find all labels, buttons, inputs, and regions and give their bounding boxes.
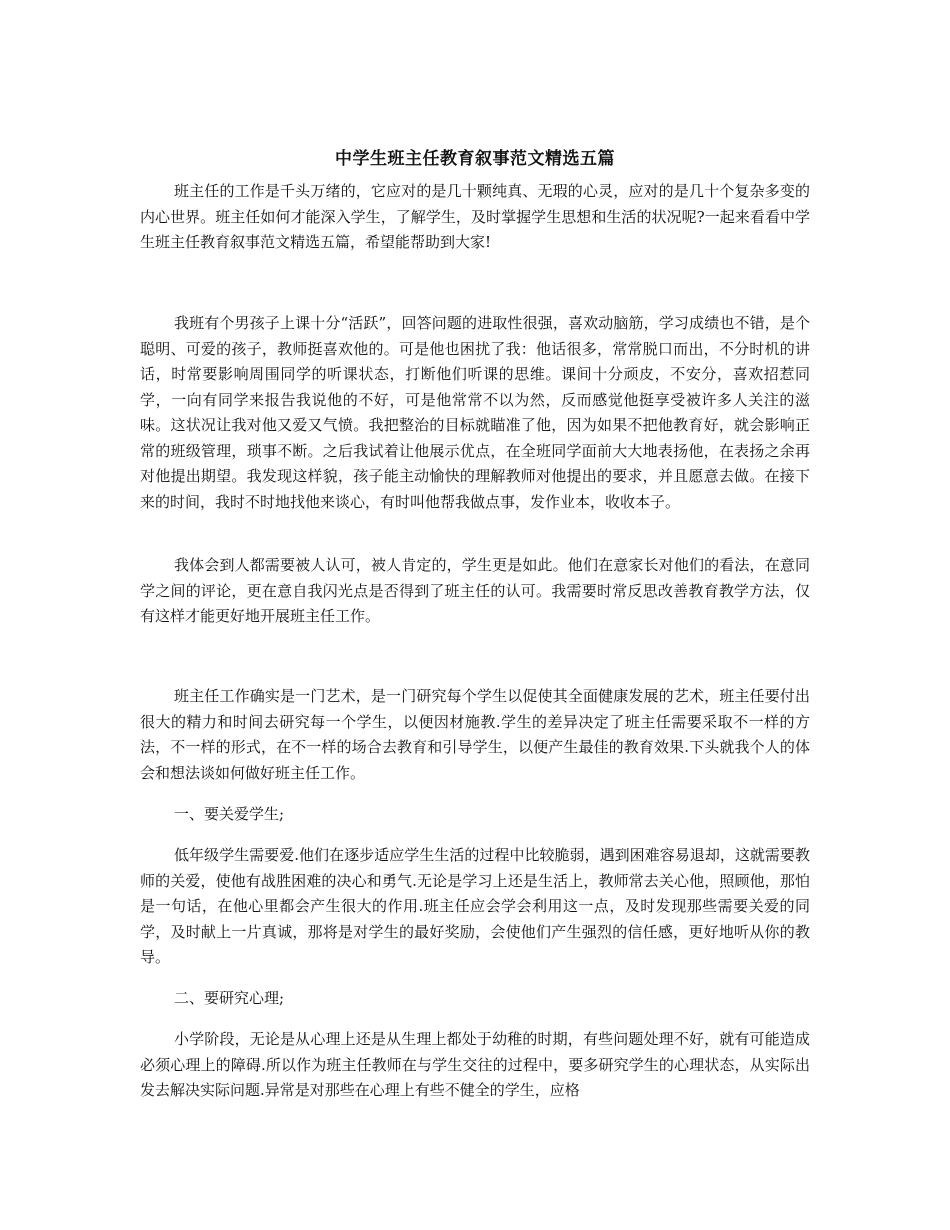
intro-paragraph: 班主任的工作是千头万绪的，它应对的是几十颗纯真、无瑕的心灵，应对的是几十个复杂多变的内心世界。班主任如何才能深入学生，了解学生，及时掌握学生思想和生活的状况呢?一起来看看中学生班主任教育叙事范文精选五篇，希望能帮助到大家! [140,182,810,251]
reflection-paragraph: 我体会到人都需要被人认可，被人肯定的，学生更是如此。他们在意家长对他们的看法，在意同学之间的评论，更在意自我闪光点是否得到了班主任的认可。我需要时常反思改善教育教学方法，仅有这样才能更好地开展班主任工作。 [140,556,810,625]
section-body-2: 小学阶段，无论是从心理上还是从生理上都处于幼稚的时期，有些问题处理不好，就有可能造成必须心理上的障碍.所以作为班主任教师在与学生交往的过程中，要多研究学生的心理状态，从实际出发去解决实际问题.异常是对那些在心理上有些不健全的学生，应格 [140,1030,810,1099]
lead-paragraph: 班主任工作确实是一门艺术，是一门研究每个学生以促使其全面健康发展的艺术，班主任要付出很大的精力和时间去研究每一个学生，以便因材施教.学生的差异决定了班主任需要采取不一样的方法，不一样的形式，在不一样的场合去教育和引导学生，以便产生最佳的教育效果.下头就我个人的体会和想法谈如何做好班主任工作。 [140,687,810,782]
section-heading-2: 二、要研究心理; [174,989,285,1007]
document-title: 中学生班主任教育叙事范文精选五篇 [335,149,615,169]
section-heading-1: 一、要关爱学生; [174,805,285,823]
story-paragraph: 我班有个男孩子上课十分“活跃”，回答问题的进取性很强，喜欢动脑筋，学习成绩也不错，是个聪明、可爱的孩子，教师挺喜欢他的。可是他也困扰了我：他话很多，常常脱口而出，不分时机的讲话，时常要影响周围同学的听课状态，打断他们听课的思维。课间十分顽皮，不安分，喜欢招惹同学，一向有同学来报告我说他的不好，可是他常常不以为然，反而感觉他挺享受被许多人关注的滋味。这状况让我对他又爱又气愤。我把整治的目标就瞄准了他，因为如果不把他教育好，就会影响正常的班级管理，琐事不断。之后我试着让他展示优点，在全班同学面前大大地表扬他，在表扬之余再对他提出期望。我发现这样貌，孩子能主动愉快的理解教师对他提出的要求，并且愿意去做。在接下来的时间，我时不时地找他来谈心，有时叫他帮我做点事，发作业本，收收本子。 [140,314,810,511]
section-body-1: 低年级学生需要爱.他们在逐步适应学生生活的过程中比较脆弱，遇到困难容易退却，这就需要教师的关爱，使他有战胜困难的决心和勇气.无论是学习上还是生活上，教师常去关心他，照顾他，那怕是一句话，在他心里都会产生很大的作用.班主任应会学会利用这一点，及时发现那些需要关爱的同学，及时献上一片真诚，那将是对学生的最好奖励，会使他们产生强烈的信任感，更好地听从你的教导。 [140,846,810,966]
